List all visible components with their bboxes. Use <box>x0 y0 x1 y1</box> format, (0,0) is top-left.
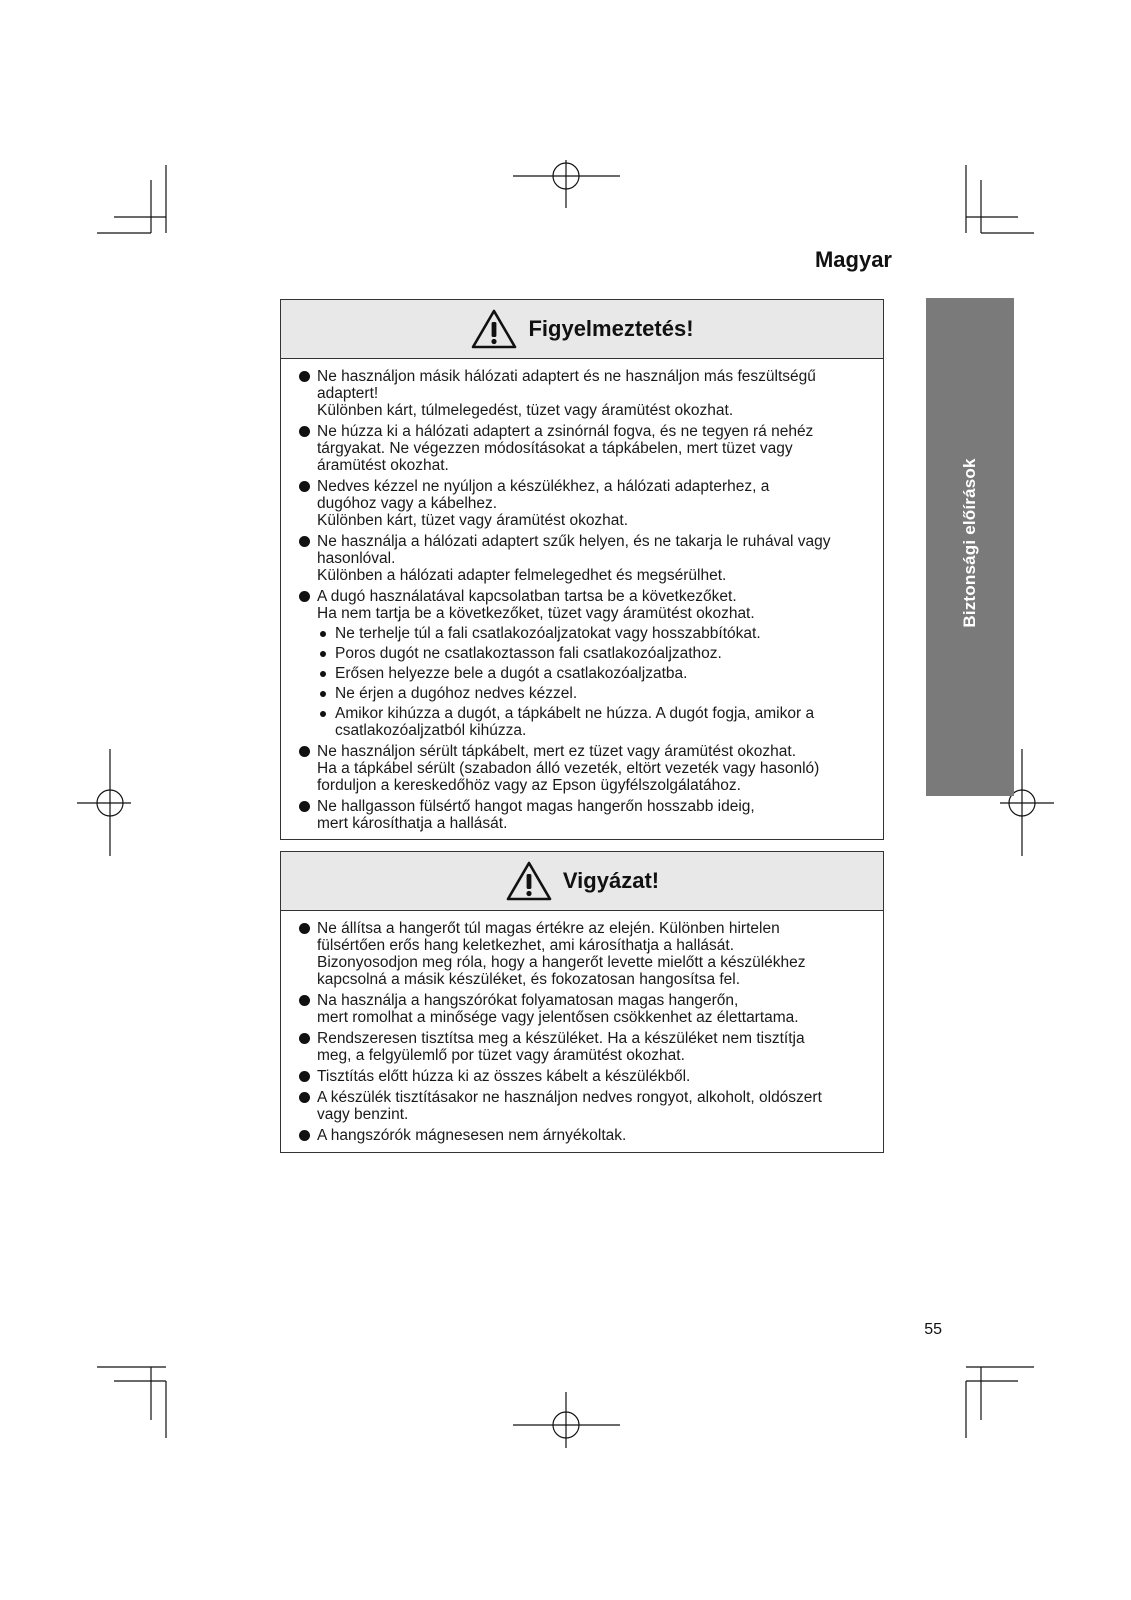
bullet-icon <box>299 591 310 602</box>
list-item-text: A hangszórók mágnesesen nem árnyékoltak. <box>317 1127 627 1144</box>
list-item-text: tárgyakat. Ne végezzen módosításokat a tápkábelen, mert tüzet vagy <box>317 440 793 457</box>
caution-title: Vigyázat! <box>562 868 660 893</box>
list-item-text: A készülék tisztításakor ne használjon nedves rongyot, alkoholt, oldószert <box>317 1089 822 1106</box>
list-item-text: áramütést okozhat. <box>317 457 449 474</box>
small-bullet-icon <box>320 671 326 677</box>
bullet-icon <box>299 995 310 1006</box>
warning-title: Figyelmeztetés! <box>528 316 694 341</box>
list-item <box>299 1030 871 1064</box>
list-item-text: Ne állítsa a hangerőt túl magas értékre az elején. Különben hirtelen <box>317 920 780 937</box>
small-bullet-icon <box>320 691 326 697</box>
sub-list-item-text: csatlakozóaljzatból kihúzza. <box>335 722 527 739</box>
sub-list-item-text: Poros dugót ne csatlakoztasson fali csatlakozóaljzathoz. <box>335 645 722 662</box>
list-item <box>299 1068 871 1085</box>
list-item <box>299 368 871 419</box>
sub-list-item <box>317 705 871 739</box>
sub-list-item <box>317 645 871 662</box>
list-item-text: Ne hallgasson fülsértő hangot magas hangerőn hosszabb ideig, <box>317 798 755 815</box>
bullet-icon <box>299 481 310 492</box>
bullet-icon <box>299 801 310 812</box>
list-item-text: adaptert! <box>317 385 379 402</box>
registration-mark-icon <box>77 749 131 856</box>
list-item <box>299 992 871 1026</box>
list-item-text: forduljon a kereskedőhöz vagy az Epson ügyfélszolgálatához. <box>317 777 741 794</box>
bullet-icon <box>299 1071 310 1082</box>
list-item-text: Ne használja a hálózati adaptert szűk helyen, és ne takarja le ruhával vagy <box>317 533 831 550</box>
bullet-icon <box>299 536 310 547</box>
list-item <box>299 743 871 794</box>
list-item-text: Nedves kézzel ne nyúljon a készülékhez, a hálózati adapterhez, a <box>317 478 770 495</box>
bullet-icon <box>299 1033 310 1044</box>
warning-triangle-icon <box>470 308 518 350</box>
list-item <box>299 533 871 584</box>
list-item <box>299 588 871 739</box>
sub-list-item-text: Amikor kihúzza a dugót, a tápkábelt ne húzza. A dugót fogja, amikor a <box>335 705 815 722</box>
list-item <box>299 423 871 474</box>
list-item-text: meg, a felgyülemlő por tüzet vagy áramütést okozhat. <box>317 1047 685 1064</box>
sub-list-item <box>317 685 871 702</box>
warning-list <box>281 359 883 832</box>
language-heading: Magyar <box>814 247 892 272</box>
list-item <box>299 478 871 529</box>
list-item-text: hasonlóval. <box>317 550 396 567</box>
list-item-text: A dugó használatával kapcsolatban tartsa be a következőket. <box>317 588 737 605</box>
small-bullet-icon <box>320 651 326 657</box>
sub-list-item <box>317 625 871 642</box>
list-item-text: mert károsíthatja a hallását. <box>317 815 508 832</box>
registration-mark-icon <box>513 160 620 208</box>
bullet-icon <box>299 746 310 757</box>
list-item-text: Ne használjon másik hálózati adaptert és ne használjon más feszültségű <box>317 368 816 385</box>
list-item-text: Na használja a hangszórókat folyamatosan magas hangerőn, <box>317 992 739 1009</box>
list-item-text: Ha nem tartja be a következőket, tüzet vagy áramütést okozhat. <box>317 605 755 622</box>
list-item <box>299 1127 871 1144</box>
registration-mark-icon <box>513 1392 620 1448</box>
caution-header <box>281 852 883 911</box>
bullet-icon <box>299 371 310 382</box>
list-item <box>299 1089 871 1123</box>
bullet-icon <box>299 923 310 934</box>
bullet-icon <box>299 1130 310 1141</box>
caution-box <box>280 851 884 1153</box>
list-item-text: Különben kárt, tüzet vagy áramütést okozhat. <box>317 512 629 529</box>
list-item <box>299 798 871 832</box>
list-item-text: Ne húzza ki a hálózati adaptert a zsinórnál fogva, és ne tegyen rá nehéz <box>317 423 814 440</box>
list-item-text: mert romolhat a minősége vagy jelentősen csökkenhet az élettartama. <box>317 1009 799 1026</box>
side-tab-label: Biztonsági előírások <box>960 458 979 628</box>
small-bullet-icon <box>320 631 326 637</box>
list-item-text: Ha a tápkábel sérült (szabadon álló vezeték, eltört vezeték vagy hasonló) <box>317 760 820 777</box>
list-item-text: Ne használjon sérült tápkábelt, mert ez tüzet vagy áramütést okozhat. <box>317 743 797 760</box>
sub-list-item <box>317 665 871 682</box>
section-side-tab <box>926 298 1014 796</box>
list-item-text: Különben kárt, túlmelegedést, tüzet vagy áramütést okozhat. <box>317 402 734 419</box>
list-item <box>299 920 871 988</box>
small-bullet-icon <box>320 711 326 717</box>
list-item-text: dugóhoz vagy a kábelhez. <box>317 495 498 512</box>
caution-list <box>281 911 883 1144</box>
warning-header <box>281 300 883 359</box>
warning-triangle-icon <box>505 860 553 902</box>
list-item-text: Tisztítás előtt húzza ki az összes kábelt a készülékből. <box>317 1068 691 1085</box>
list-item-text: fülsértően erős hang keletkezhet, ami károsíthatja a hallását. <box>317 937 735 954</box>
list-item-text: Bizonyosodjon meg róla, hogy a hangerőt levette mielőtt a készülékhez <box>317 954 806 971</box>
sub-list-item-text: Ne terhelje túl a fali csatlakozóaljzatokat vagy hosszabbítókat. <box>335 625 761 642</box>
sub-list-item-text: Erősen helyezze bele a dugót a csatlakozóaljzatba. <box>335 665 688 682</box>
bullet-icon <box>299 1092 310 1103</box>
sub-list-item-text: Ne érjen a dugóhoz nedves kézzel. <box>335 685 578 702</box>
page-number: 55 <box>924 1321 942 1338</box>
list-item-text: Rendszeresen tisztítsa meg a készüléket. Ha a készüléket nem tisztítja <box>317 1030 805 1047</box>
list-item-text: Különben a hálózati adapter felmelegedhet és megsérülhet. <box>317 567 727 584</box>
list-item-text: kapcsolná a másik készüléket, és fokozatosan hangosítsa fel. <box>317 971 741 988</box>
warning-box <box>280 299 884 840</box>
bullet-icon <box>299 426 310 437</box>
list-item-text: vagy benzint. <box>317 1106 409 1123</box>
